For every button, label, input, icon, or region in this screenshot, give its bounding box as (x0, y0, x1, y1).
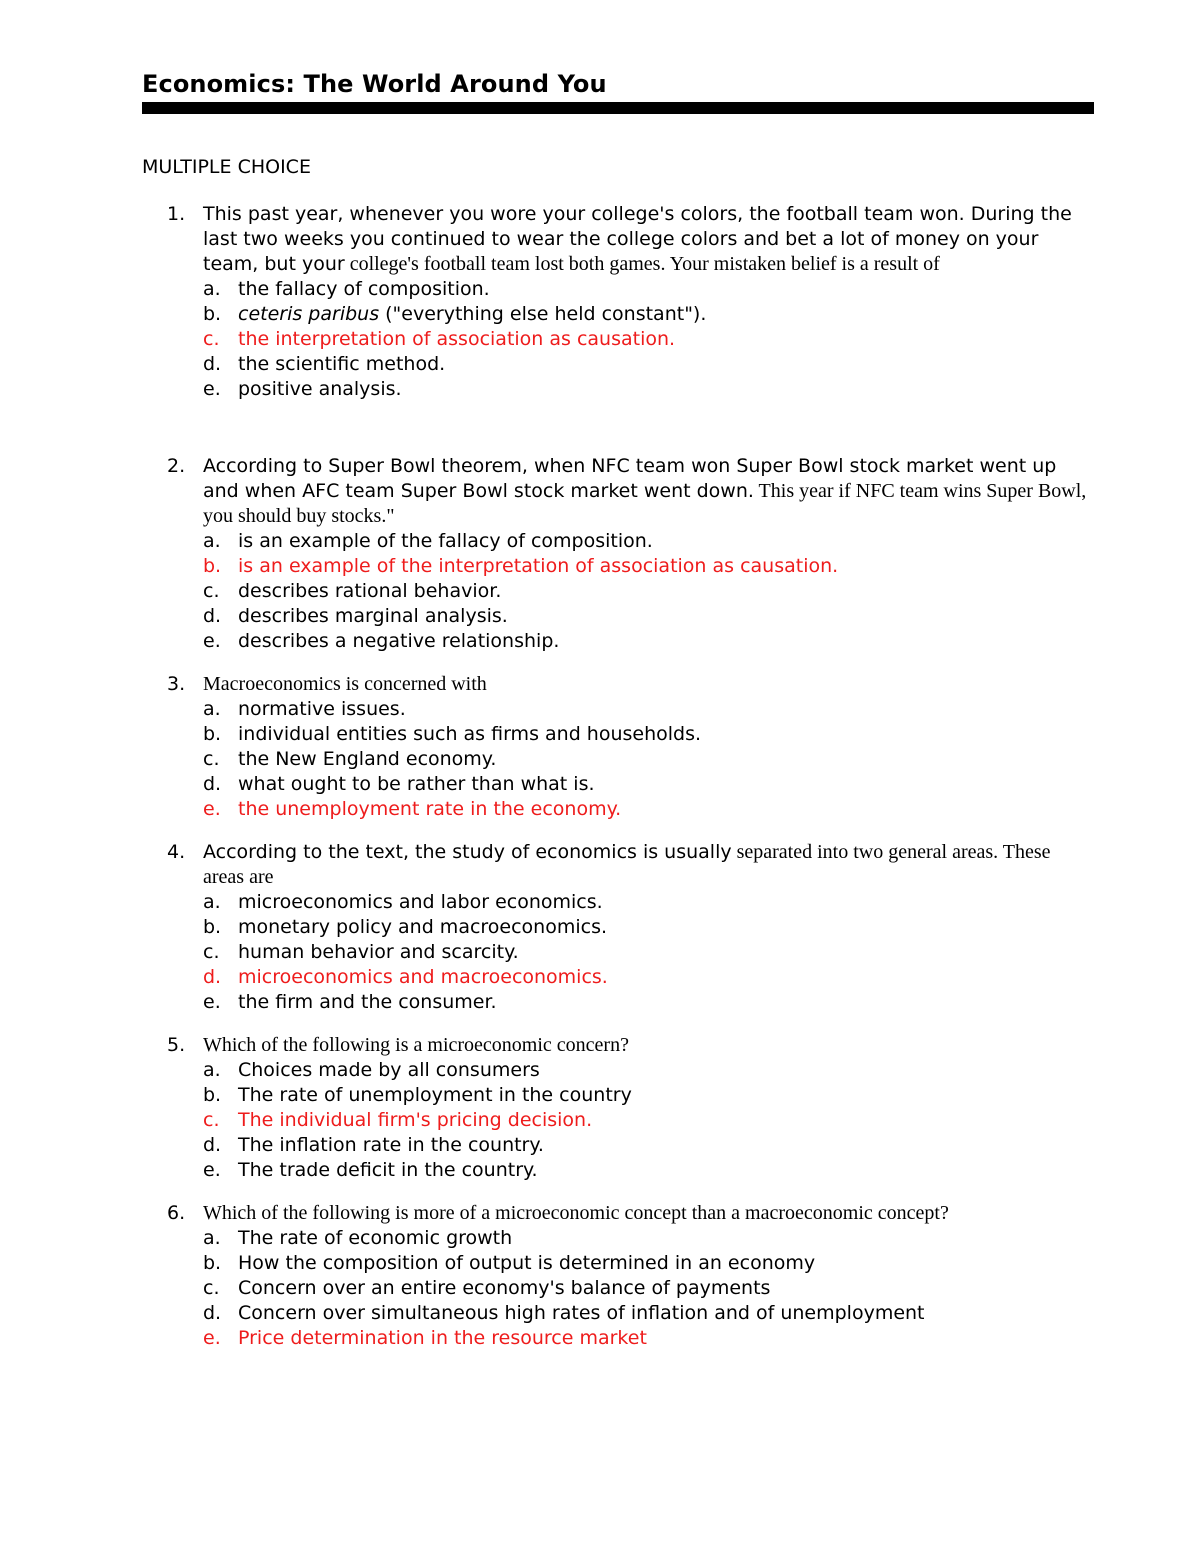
option-text: the New England economy. (238, 748, 497, 770)
option-text: The rate of unemployment in the country (238, 1084, 632, 1106)
option-letter: b. (203, 1084, 222, 1106)
title-rule (142, 102, 1094, 114)
question-stem-text-serif: Macroeconomics is concerned with (203, 673, 487, 695)
document-title: Economics: The World Around You (142, 70, 607, 98)
option-text: How the composition of output is determined in an economy (238, 1252, 816, 1274)
option-text: describes marginal analysis. (238, 605, 508, 627)
answer-option (203, 1276, 1094, 1301)
option-list (203, 697, 1094, 822)
option-text: human behavior and scarcity. (238, 941, 519, 963)
option-letter: a. (203, 1059, 221, 1081)
option-text: the interpretation of association as causation. (238, 328, 676, 350)
option-letter: e. (203, 1159, 221, 1181)
option-letter: a. (203, 698, 221, 720)
question-stem-text: According to Super Bowl theorem, when NFC team won Super Bowl stock market went up and when AFC team Super Bowl stock market went down. (203, 455, 1057, 502)
question-stem-text-serif: separated into two general areas. These areas are (203, 841, 1051, 888)
answer-option (203, 629, 1094, 654)
answer-option (203, 1301, 1094, 1326)
option-text: The inflation rate in the country. (238, 1134, 544, 1156)
question-stem-text-serif: Which of the following is more of a microeconomic concept than a macroeconomic concept? (203, 1202, 949, 1224)
question-stem-text-serif: Which of the following is a microeconomic concern? (203, 1034, 629, 1056)
option-letter: c. (203, 748, 220, 770)
answer-option (203, 1251, 1094, 1276)
question-number: 1. (167, 203, 186, 225)
option-letter: e. (203, 1327, 221, 1349)
question-number: 4. (167, 841, 186, 863)
option-letter: a. (203, 891, 221, 913)
answer-option (203, 529, 1094, 554)
option-text: the unemployment rate in the economy. (238, 798, 622, 820)
answer-option (203, 579, 1094, 604)
option-letter: b. (203, 1252, 222, 1274)
question-stem (203, 1033, 1094, 1058)
answer-option (203, 915, 1094, 940)
option-letter: e. (203, 991, 221, 1013)
answer-option (203, 772, 1094, 797)
answer-option-correct (203, 797, 1094, 822)
question-4 (142, 840, 1094, 1015)
option-letter: c. (203, 580, 220, 602)
option-list (203, 890, 1094, 1015)
answer-option (203, 697, 1094, 722)
option-letter: e. (203, 378, 221, 400)
question-stem-text-serif: This year if NFC team wins Super Bowl, you should buy stocks." (203, 480, 1087, 527)
question-stem-text-serif: college's football team lost both games. Your mistaken belief is a result of (344, 253, 940, 275)
answer-option (203, 1226, 1094, 1251)
answer-option-correct (203, 554, 1094, 579)
option-list (203, 277, 1094, 402)
option-text-italic: ceteris paribus (238, 303, 380, 325)
answer-option (203, 377, 1094, 402)
option-letter: d. (203, 1302, 222, 1324)
question-list (142, 202, 1094, 1351)
answer-option-correct (203, 1326, 1094, 1351)
question-3 (142, 672, 1094, 822)
question-number: 3. (167, 673, 186, 695)
section-heading: MULTIPLE CHOICE (142, 156, 311, 178)
option-list (203, 1226, 1094, 1351)
answer-option (203, 722, 1094, 747)
option-text: the scientific method. (238, 353, 446, 375)
question-number: 5. (167, 1034, 186, 1056)
answer-option-correct (203, 1108, 1094, 1133)
question-stem (203, 202, 1094, 277)
answer-option (203, 302, 1094, 327)
option-text: monetary policy and macroeconomics. (238, 916, 608, 938)
option-text: Price determination in the resource market (238, 1327, 647, 1349)
option-list (203, 529, 1094, 654)
question-number: 2. (167, 455, 186, 477)
option-letter: b. (203, 916, 222, 938)
option-text: is an example of the fallacy of composition. (238, 530, 653, 552)
question-stem-text: This past year, whenever you wore your college's colors, the football team won. During the last two weeks you continued to wear the college colors and bet a lot of money on your team, but your (203, 203, 1072, 275)
option-text: The rate of economic growth (238, 1227, 513, 1249)
option-letter: d. (203, 605, 222, 627)
option-letter: d. (203, 353, 222, 375)
question-stem (203, 454, 1094, 529)
option-letter: c. (203, 1109, 220, 1131)
option-text: normative issues. (238, 698, 406, 720)
question-stem-text: According to the text, the study of economics is usually (203, 841, 732, 863)
answer-option (203, 890, 1094, 915)
question-5 (142, 1033, 1094, 1183)
option-letter: d. (203, 773, 222, 795)
option-text: the firm and the consumer. (238, 991, 497, 1013)
answer-option (203, 1058, 1094, 1083)
question-stem (203, 840, 1094, 890)
document-page (142, 66, 1094, 1351)
option-letter: e. (203, 798, 221, 820)
answer-option (203, 1158, 1094, 1183)
answer-option-correct (203, 965, 1094, 990)
option-letter: e. (203, 630, 221, 652)
option-text: positive analysis. (238, 378, 402, 400)
answer-option (203, 747, 1094, 772)
option-text: microeconomics and macroeconomics. (238, 966, 608, 988)
question-6 (142, 1201, 1094, 1351)
option-text: is an example of the interpretation of association as causation. (238, 555, 839, 577)
answer-option-correct (203, 327, 1094, 352)
option-text: The individual firm's pricing decision. (238, 1109, 593, 1131)
option-letter: c. (203, 941, 220, 963)
answer-option (203, 277, 1094, 302)
option-list (203, 1058, 1094, 1183)
option-letter: c. (203, 1277, 220, 1299)
option-letter: b. (203, 303, 222, 325)
option-text: ("everything else held constant"). (379, 303, 707, 325)
answer-option (203, 352, 1094, 377)
question-2 (142, 454, 1094, 654)
option-letter: d. (203, 1134, 222, 1156)
option-letter: a. (203, 1227, 221, 1249)
option-letter: d. (203, 966, 222, 988)
option-text: microeconomics and labor economics. (238, 891, 603, 913)
option-letter: c. (203, 328, 220, 350)
option-text: the fallacy of composition. (238, 278, 490, 300)
question-number: 6. (167, 1202, 186, 1224)
option-text: Concern over simultaneous high rates of inflation and of unemployment (238, 1302, 925, 1324)
option-text: what ought to be rather than what is. (238, 773, 595, 795)
option-letter: a. (203, 530, 221, 552)
option-text: The trade deficit in the country. (238, 1159, 538, 1181)
answer-option (203, 1133, 1094, 1158)
option-text: Concern over an entire economy's balance of payments (238, 1277, 771, 1299)
option-letter: a. (203, 278, 221, 300)
option-text: Choices made by all consumers (238, 1059, 540, 1081)
answer-option (203, 1083, 1094, 1108)
question-1 (142, 202, 1094, 402)
option-text: describes a negative relationship. (238, 630, 560, 652)
option-text: describes rational behavior. (238, 580, 502, 602)
option-letter: b. (203, 723, 222, 745)
question-stem (203, 1201, 1094, 1226)
answer-option (203, 990, 1094, 1015)
option-letter: b. (203, 555, 222, 577)
answer-option (203, 940, 1094, 965)
option-text: individual entities such as firms and households. (238, 723, 702, 745)
answer-option (203, 604, 1094, 629)
question-stem (203, 672, 1094, 697)
